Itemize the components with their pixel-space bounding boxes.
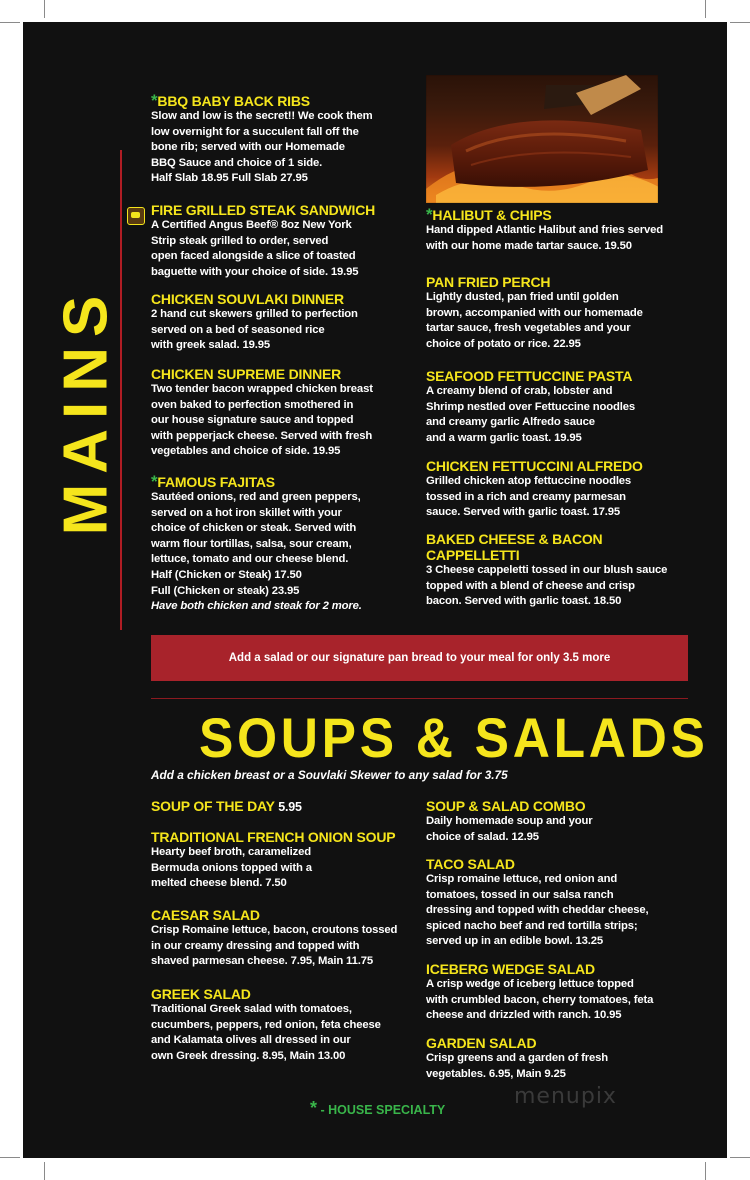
house-specialty-star-icon: *	[310, 1098, 318, 1118]
item-name: CHICKEN SOUVLAKI DINNER	[151, 291, 344, 307]
item-description: Daily homemade soup and your choice of salad. 12.95	[426, 815, 593, 843]
item-name: CHICKEN SUPREME DINNER	[151, 366, 342, 382]
legend-label: - HOUSE SPECIALTY	[317, 1103, 446, 1117]
crop-mark	[705, 1162, 706, 1180]
crop-mark	[0, 22, 20, 23]
item-price: 5.95	[278, 800, 302, 814]
banner-text: Add a salad or our signature pan bread to your meal for only 3.5 more	[228, 652, 611, 664]
menu-item-caesar-salad	[151, 907, 416, 970]
item-name: GREEK SALAD	[151, 986, 251, 1002]
item-name: TRADITIONAL FRENCH ONION SOUP	[151, 829, 396, 845]
item-description: Hand dipped Atlantic Halibut and fries served with our home made tartar sauce. 19.50	[426, 224, 664, 252]
crop-mark	[0, 1157, 20, 1158]
menu-item-famous-fajitas	[151, 474, 416, 615]
menu-item-steak-sandwich	[151, 202, 411, 280]
soups-salads-heading: SOUPS & SALADS	[199, 706, 709, 769]
item-description: 2 hand cut skewers grilled to perfection served on a bed of seasoned rice with greek salad. 19.95	[151, 308, 358, 352]
mains-heading	[51, 285, 121, 535]
menu-item-garden-salad	[426, 1035, 696, 1082]
item-description: Hearty beef broth, caramelized Bermuda onions topped with a melted cheese blend. 7.50	[151, 846, 312, 890]
house-specialty-star-icon: *	[151, 91, 158, 110]
certified-angus-beef-logo-icon	[127, 207, 145, 225]
item-name: SOUP OF THE DAY	[151, 798, 275, 814]
menu-item-soup-salad-combo	[426, 798, 696, 845]
item-description: Grilled chicken atop fettuccine noodles tossed in a rich and creamy parmesan sauce. Served with garlic toast. 17.95	[426, 475, 632, 519]
crop-mark	[730, 1157, 750, 1158]
item-name: CAESAR SALAD	[151, 907, 260, 923]
menu-item-seafood-fettuccine	[426, 368, 696, 446]
menu-item-chicken-supreme	[151, 366, 411, 460]
crop-mark	[705, 0, 706, 18]
item-tagline: Have both chicken and steak for 2 more.	[151, 600, 362, 613]
item-name: GARDEN SALAD	[426, 1035, 537, 1051]
menu-item-soup-of-the-day	[151, 798, 416, 815]
item-description: Two tender bacon wrapped chicken breast oven baked to perfection smothered in our house signature sauce and topped with pepperjack cheese. Served with fresh vegetables and choice of side. 19.95	[151, 383, 373, 458]
menu-item-french-onion-soup	[151, 829, 416, 892]
item-name: SOUP & SALAD COMBO	[426, 798, 586, 814]
section-divider-horizontal	[151, 698, 688, 699]
item-description: Sautéed onions, red and green peppers, served on a hot iron skillet with your choice of chicken or steak. Served with warm flour tortillas, salsa, sour cream, lettuce, tomato and our cheese blend. Half (Chicken or Steak) 17.50 Full (Chicken or steak) 23.95 Have both chicken and steak for 2 more.	[151, 490, 416, 615]
item-name: BAKED CHEESE & BACON CAPPELLETTI	[426, 531, 603, 563]
item-description: Traditional Greek salad with tomatoes, cucumbers, peppers, red onion, feta cheese and Kalamata olives all dressed in our own Greek dressing. 8.95, Main 13.00	[151, 1003, 381, 1062]
item-name: SEAFOOD FETTUCCINE PASTA	[426, 368, 633, 384]
menu-item-iceberg-wedge	[426, 961, 696, 1024]
item-name: FAMOUS FAJITAS	[157, 474, 275, 490]
item-description: 3 Cheese cappeletti tossed in our blush sauce topped with a blend of cheese and crisp bacon. Served with garlic toast. 18.50	[426, 564, 668, 608]
item-name: ICEBERG WEDGE SALAD	[426, 961, 595, 977]
mains-heading-text: MAINS	[51, 285, 121, 535]
house-specialty-star-icon: *	[151, 472, 158, 491]
item-description: Crisp romaine lettuce, red onion and tomatoes, tossed in our salsa ranch dressing and topped with cheddar cheese, spiced nacho beef and red tortilla strips; served up in an edible bowl. 13.25	[426, 873, 649, 948]
crop-mark	[44, 1162, 45, 1180]
menu-item-pan-fried-perch	[426, 274, 696, 352]
menu-item-bbq-ribs	[151, 93, 411, 187]
soups-salads-subtitle: Add a chicken breast or a Souvlaki Skewer to any salad for 3.75	[151, 768, 508, 782]
grilled-ribs-photo	[426, 75, 658, 203]
menu-item-greek-salad	[151, 986, 416, 1064]
menu-item-halibut-chips	[426, 207, 696, 254]
item-description: Crisp greens and a garden of fresh vegetables. 6.95, Main 9.25	[426, 1052, 608, 1080]
menupix-watermark: menupix	[514, 1084, 617, 1109]
item-name: HALIBUT & CHIPS	[432, 207, 552, 223]
item-description: Lightly dusted, pan fried until golden brown, accompanied with our homemade tartar sauce, fresh vegetables and your choice of potato or rice. 22.95	[426, 291, 643, 350]
menu-item-taco-salad	[426, 856, 696, 950]
house-specialty-star-icon: *	[426, 205, 433, 224]
item-name: PAN FRIED PERCH	[426, 274, 551, 290]
item-name: FIRE GRILLED STEAK SANDWICH	[151, 202, 376, 218]
menu-item-chicken-souvlaki	[151, 291, 411, 354]
item-description: Crisp Romaine lettuce, bacon, croutons tossed in our creamy dressing and topped with shaved parmesan cheese. 7.95, Main 11.75	[151, 924, 398, 968]
crop-mark	[44, 0, 45, 18]
item-description: A Certified Angus Beef® 8oz New York Strip steak grilled to order, served open faced alongside a slice of toasted baguette with your choice of side. 19.95	[151, 219, 359, 278]
item-description: Slow and low is the secret!! We cook them low overnight for a succulent fall off the bone rib; served with our Homemade BBQ Sauce and choice of 1 side. Half Slab 18.95 Full Slab 27.95	[151, 110, 373, 185]
item-description: A crisp wedge of iceberg lettuce topped with crumbled bacon, cherry tomatoes, feta cheese and drizzled with ranch. 10.95	[426, 978, 654, 1022]
house-specialty-legend	[310, 1098, 445, 1119]
section-divider-vertical	[120, 150, 122, 630]
item-name: BBQ BABY BACK RIBS	[157, 93, 310, 109]
menu-item-chicken-alfredo	[426, 458, 696, 521]
menu-item-cappelletti	[426, 531, 696, 610]
item-name: TACO SALAD	[426, 856, 515, 872]
item-description: A creamy blend of crab, lobster and Shrimp nestled over Fettuccine noodles and creamy garlic Alfredo sauce and a warm garlic toast. 19.95	[426, 385, 635, 444]
add-on-banner	[151, 635, 688, 681]
crop-mark	[730, 22, 750, 23]
item-name: CHICKEN FETTUCCINI ALFREDO	[426, 458, 643, 474]
